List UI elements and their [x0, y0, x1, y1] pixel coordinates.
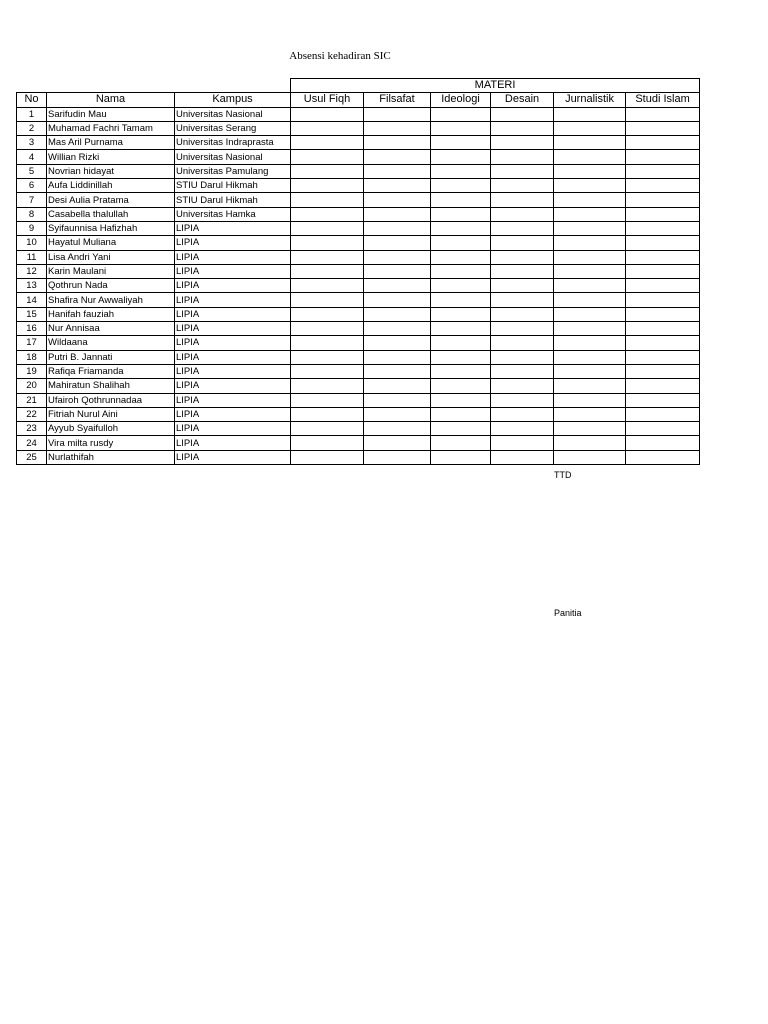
row-kampus: LIPIA	[175, 250, 291, 264]
attendance-cell[interactable]	[291, 221, 364, 235]
row-kampus: LIPIA	[175, 450, 291, 464]
attendance-cell[interactable]	[431, 150, 491, 164]
row-kampus: Universitas Hamka	[175, 207, 291, 221]
attendance-cell[interactable]	[554, 407, 626, 421]
row-kampus: LIPIA	[175, 293, 291, 307]
table-row	[17, 436, 700, 450]
row-kampus: LIPIA	[175, 364, 291, 378]
attendance-cell[interactable]	[554, 107, 626, 121]
attendance-rows	[17, 107, 700, 464]
attendance-cell[interactable]	[626, 164, 700, 178]
attendance-cell[interactable]	[364, 164, 431, 178]
attendance-cell[interactable]	[554, 207, 626, 221]
attendance-cell[interactable]	[291, 136, 364, 150]
column-header-nama: Nama	[47, 93, 175, 107]
attendance-cell[interactable]	[491, 379, 554, 393]
table-row	[17, 422, 700, 436]
row-nama: Aufa Liddinillah	[47, 179, 175, 193]
attendance-cell[interactable]	[626, 450, 700, 464]
attendance-cell[interactable]	[291, 322, 364, 336]
row-number: 18	[17, 350, 47, 364]
attendance-cell[interactable]	[626, 179, 700, 193]
attendance-cell[interactable]	[626, 207, 700, 221]
attendance-cell[interactable]	[626, 250, 700, 264]
attendance-cell[interactable]	[431, 450, 491, 464]
table-row	[17, 322, 700, 336]
attendance-cell[interactable]	[364, 393, 431, 407]
row-number: 6	[17, 179, 47, 193]
attendance-cell[interactable]	[554, 121, 626, 135]
attendance-cell[interactable]	[554, 322, 626, 336]
table-row	[17, 336, 700, 350]
attendance-cell[interactable]	[431, 250, 491, 264]
row-nama: Willian Rizki	[47, 150, 175, 164]
attendance-cell[interactable]	[431, 136, 491, 150]
attendance-cell[interactable]	[491, 279, 554, 293]
row-nama: Syifaunnisa Hafizhah	[47, 221, 175, 235]
attendance-cell[interactable]	[626, 150, 700, 164]
table-row	[17, 364, 700, 378]
attendance-cell[interactable]	[291, 279, 364, 293]
attendance-cell[interactable]	[491, 393, 554, 407]
attendance-cell[interactable]	[626, 193, 700, 207]
table-row	[17, 221, 700, 235]
attendance-cell[interactable]	[291, 236, 364, 250]
materi-header-row	[17, 79, 700, 93]
attendance-cell[interactable]	[491, 193, 554, 207]
attendance-cell[interactable]	[291, 193, 364, 207]
table-row	[17, 107, 700, 121]
table-row	[17, 150, 700, 164]
attendance-cell[interactable]	[291, 350, 364, 364]
attendance-cell[interactable]	[431, 422, 491, 436]
attendance-cell[interactable]	[626, 136, 700, 150]
attendance-cell[interactable]	[431, 307, 491, 321]
attendance-cell[interactable]	[431, 364, 491, 378]
row-kampus: LIPIA	[175, 322, 291, 336]
row-number: 2	[17, 121, 47, 135]
attendance-cell[interactable]	[491, 293, 554, 307]
attendance-cell[interactable]	[491, 250, 554, 264]
row-nama: Ayyub Syaifulloh	[47, 422, 175, 436]
attendance-cell[interactable]	[291, 364, 364, 378]
attendance-cell[interactable]	[626, 379, 700, 393]
attendance-cell[interactable]	[431, 379, 491, 393]
attendance-cell[interactable]	[554, 364, 626, 378]
column-header-row	[17, 93, 700, 107]
table-row	[17, 121, 700, 135]
attendance-cell[interactable]	[431, 436, 491, 450]
table-row	[17, 136, 700, 150]
row-nama: Casabella thalullah	[47, 207, 175, 221]
table-row	[17, 407, 700, 421]
row-number: 16	[17, 322, 47, 336]
attendance-cell[interactable]	[626, 350, 700, 364]
attendance-cell[interactable]	[491, 264, 554, 278]
attendance-cell[interactable]	[491, 350, 554, 364]
attendance-cell[interactable]	[554, 136, 626, 150]
attendance-cell[interactable]	[554, 293, 626, 307]
attendance-cell[interactable]	[431, 207, 491, 221]
attendance-cell[interactable]	[554, 450, 626, 464]
attendance-cell[interactable]	[364, 221, 431, 235]
attendance-cell[interactable]	[291, 121, 364, 135]
row-kampus: LIPIA	[175, 379, 291, 393]
row-kampus: LIPIA	[175, 279, 291, 293]
blank-header-cell	[17, 79, 291, 93]
attendance-cell[interactable]	[626, 121, 700, 135]
row-number: 25	[17, 450, 47, 464]
attendance-cell[interactable]	[554, 336, 626, 350]
signature-label: TTD	[554, 470, 572, 480]
attendance-cell[interactable]	[554, 307, 626, 321]
row-nama: Lisa Andri Yani	[47, 250, 175, 264]
column-header-jurnalistik: Jurnalistik	[554, 93, 626, 107]
row-kampus: STIU Darul Hikmah	[175, 193, 291, 207]
attendance-cell[interactable]	[491, 136, 554, 150]
attendance-cell[interactable]	[364, 422, 431, 436]
attendance-cell[interactable]	[364, 350, 431, 364]
attendance-cell[interactable]	[626, 264, 700, 278]
attendance-cell[interactable]	[431, 264, 491, 278]
attendance-cell[interactable]	[554, 193, 626, 207]
attendance-cell[interactable]	[364, 136, 431, 150]
row-number: 24	[17, 436, 47, 450]
row-nama: Shafira Nur Awwaliyah	[47, 293, 175, 307]
attendance-cell[interactable]	[554, 279, 626, 293]
table-row	[17, 307, 700, 321]
attendance-cell[interactable]	[364, 207, 431, 221]
column-header-no: No	[17, 93, 47, 107]
column-header-kampus: Kampus	[175, 93, 291, 107]
attendance-cell[interactable]	[431, 393, 491, 407]
row-number: 7	[17, 193, 47, 207]
row-nama: Sarifudin Mau	[47, 107, 175, 121]
table-row	[17, 207, 700, 221]
attendance-cell[interactable]	[626, 436, 700, 450]
attendance-cell[interactable]	[626, 221, 700, 235]
row-kampus: LIPIA	[175, 393, 291, 407]
table-row	[17, 379, 700, 393]
row-kampus: Universitas Serang	[175, 121, 291, 135]
row-kampus: Universitas Pamulang	[175, 164, 291, 178]
row-number: 11	[17, 250, 47, 264]
row-number: 1	[17, 107, 47, 121]
attendance-cell[interactable]	[626, 107, 700, 121]
table-row	[17, 250, 700, 264]
row-number: 12	[17, 264, 47, 278]
row-number: 23	[17, 422, 47, 436]
attendance-cell[interactable]	[364, 150, 431, 164]
attendance-cell[interactable]	[626, 307, 700, 321]
attendance-cell[interactable]	[626, 293, 700, 307]
attendance-cell[interactable]	[291, 422, 364, 436]
row-number: 20	[17, 379, 47, 393]
row-number: 3	[17, 136, 47, 150]
attendance-cell[interactable]	[431, 322, 491, 336]
row-nama: Hayatul Muliana	[47, 236, 175, 250]
attendance-cell[interactable]	[431, 293, 491, 307]
row-nama: Novrian hidayat	[47, 164, 175, 178]
attendance-cell[interactable]	[554, 393, 626, 407]
attendance-cell[interactable]	[364, 121, 431, 135]
attendance-cell[interactable]	[291, 179, 364, 193]
row-nama: Fitriah Nurul Aini	[47, 407, 175, 421]
attendance-cell[interactable]	[626, 364, 700, 378]
row-number: 13	[17, 279, 47, 293]
attendance-cell[interactable]	[491, 364, 554, 378]
attendance-cell[interactable]	[554, 179, 626, 193]
row-nama: Mahiratun Shalihah	[47, 379, 175, 393]
row-kampus: LIPIA	[175, 307, 291, 321]
table-row	[17, 393, 700, 407]
row-kampus: Universitas Indraprasta	[175, 136, 291, 150]
attendance-cell[interactable]	[431, 407, 491, 421]
attendance-cell[interactable]	[431, 336, 491, 350]
row-nama: Karin Maulani	[47, 264, 175, 278]
attendance-cell[interactable]	[364, 436, 431, 450]
attendance-cell[interactable]	[364, 250, 431, 264]
table-row	[17, 179, 700, 193]
attendance-cell[interactable]	[291, 307, 364, 321]
attendance-table	[16, 78, 700, 465]
attendance-cell[interactable]	[491, 221, 554, 235]
attendance-cell[interactable]	[626, 236, 700, 250]
attendance-cell[interactable]	[364, 279, 431, 293]
row-kampus: Universitas Nasional	[175, 150, 291, 164]
attendance-cell[interactable]	[491, 407, 554, 421]
row-nama: Ufairoh Qothrunnadaa	[47, 393, 175, 407]
attendance-cell[interactable]	[491, 236, 554, 250]
row-number: 8	[17, 207, 47, 221]
document-title: Absensi kehadiran SIC	[289, 50, 391, 62]
attendance-cell[interactable]	[554, 350, 626, 364]
materi-group-header: MATERI	[291, 79, 700, 93]
attendance-cell[interactable]	[554, 436, 626, 450]
row-nama: Qothrun Nada	[47, 279, 175, 293]
attendance-cell[interactable]	[291, 107, 364, 121]
attendance-cell[interactable]	[491, 307, 554, 321]
row-nama: Vira milta rusdy	[47, 436, 175, 450]
row-kampus: LIPIA	[175, 336, 291, 350]
column-header-filsafat: Filsafat	[364, 93, 431, 107]
attendance-cell[interactable]	[491, 207, 554, 221]
attendance-cell[interactable]	[491, 322, 554, 336]
attendance-cell[interactable]	[431, 221, 491, 235]
row-number: 14	[17, 293, 47, 307]
attendance-cell[interactable]	[491, 422, 554, 436]
row-nama: Putri B. Jannati	[47, 350, 175, 364]
attendance-cell[interactable]	[291, 450, 364, 464]
row-kampus: STIU Darul Hikmah	[175, 179, 291, 193]
attendance-cell[interactable]	[291, 293, 364, 307]
attendance-cell[interactable]	[291, 436, 364, 450]
row-number: 21	[17, 393, 47, 407]
attendance-cell[interactable]	[431, 236, 491, 250]
attendance-cell[interactable]	[626, 336, 700, 350]
row-kampus: LIPIA	[175, 407, 291, 421]
attendance-cell[interactable]	[364, 293, 431, 307]
attendance-cell[interactable]	[491, 336, 554, 350]
attendance-cell[interactable]	[491, 450, 554, 464]
attendance-cell[interactable]	[626, 322, 700, 336]
column-header-ideologi: Ideologi	[431, 93, 491, 107]
row-nama: Mas Aril Purnama	[47, 136, 175, 150]
row-number: 10	[17, 236, 47, 250]
attendance-cell[interactable]	[626, 422, 700, 436]
table-row	[17, 164, 700, 178]
attendance-cell[interactable]	[364, 193, 431, 207]
attendance-cell[interactable]	[554, 264, 626, 278]
attendance-cell[interactable]	[626, 407, 700, 421]
row-kampus: LIPIA	[175, 264, 291, 278]
row-number: 15	[17, 307, 47, 321]
row-nama: Nurlathifah	[47, 450, 175, 464]
row-nama: Desi Aulia Pratama	[47, 193, 175, 207]
attendance-cell[interactable]	[431, 193, 491, 207]
attendance-cell[interactable]	[291, 379, 364, 393]
attendance-cell[interactable]	[364, 236, 431, 250]
attendance-cell[interactable]	[291, 207, 364, 221]
attendance-cell[interactable]	[431, 164, 491, 178]
attendance-cell[interactable]	[291, 250, 364, 264]
attendance-cell[interactable]	[554, 422, 626, 436]
row-nama: Muhamad Fachri Tamam	[47, 121, 175, 135]
row-kampus: LIPIA	[175, 236, 291, 250]
attendance-cell[interactable]	[431, 107, 491, 121]
row-number: 4	[17, 150, 47, 164]
attendance-cell[interactable]	[364, 379, 431, 393]
row-nama: Rafiqa Friamanda	[47, 364, 175, 378]
attendance-cell[interactable]	[364, 336, 431, 350]
attendance-cell[interactable]	[431, 279, 491, 293]
attendance-cell[interactable]	[554, 150, 626, 164]
table-row	[17, 350, 700, 364]
column-header-studi-islam: Studi Islam	[626, 93, 700, 107]
attendance-cell[interactable]	[291, 264, 364, 278]
table-row	[17, 293, 700, 307]
row-kampus: LIPIA	[175, 436, 291, 450]
attendance-cell[interactable]	[364, 107, 431, 121]
row-kampus: Universitas Nasional	[175, 107, 291, 121]
attendance-cell[interactable]	[554, 379, 626, 393]
attendance-cell[interactable]	[491, 179, 554, 193]
attendance-cell[interactable]	[431, 179, 491, 193]
table-row	[17, 236, 700, 250]
attendance-cell[interactable]	[554, 221, 626, 235]
table-row	[17, 193, 700, 207]
attendance-cell[interactable]	[291, 336, 364, 350]
row-nama: Nur Annisaa	[47, 322, 175, 336]
row-kampus: LIPIA	[175, 221, 291, 235]
column-header-desain: Desain	[491, 93, 554, 107]
table-row	[17, 279, 700, 293]
attendance-cell[interactable]	[364, 322, 431, 336]
attendance-cell[interactable]	[626, 393, 700, 407]
attendance-cell[interactable]	[291, 150, 364, 164]
attendance-cell[interactable]	[364, 264, 431, 278]
row-number: 17	[17, 336, 47, 350]
row-kampus: LIPIA	[175, 350, 291, 364]
attendance-cell[interactable]	[491, 150, 554, 164]
attendance-cell[interactable]	[554, 236, 626, 250]
row-number: 5	[17, 164, 47, 178]
attendance-cell[interactable]	[626, 279, 700, 293]
attendance-cell[interactable]	[364, 450, 431, 464]
attendance-cell[interactable]	[554, 164, 626, 178]
attendance-cell[interactable]	[431, 350, 491, 364]
attendance-cell[interactable]	[491, 436, 554, 450]
row-number: 9	[17, 221, 47, 235]
attendance-cell[interactable]	[364, 179, 431, 193]
row-number: 22	[17, 407, 47, 421]
table-row	[17, 450, 700, 464]
attendance-cell[interactable]	[364, 307, 431, 321]
row-nama: Wildaana	[47, 336, 175, 350]
table-row	[17, 264, 700, 278]
attendance-cell[interactable]	[291, 164, 364, 178]
column-header-usul-fiqh: Usul Fiqh	[291, 93, 364, 107]
row-nama: Hanifah fauziah	[47, 307, 175, 321]
attendance-cell[interactable]	[364, 407, 431, 421]
attendance-cell[interactable]	[554, 250, 626, 264]
attendance-cell[interactable]	[431, 121, 491, 135]
attendance-cell[interactable]	[291, 407, 364, 421]
row-kampus: LIPIA	[175, 422, 291, 436]
attendance-cell[interactable]	[364, 364, 431, 378]
row-number: 19	[17, 364, 47, 378]
attendance-cell[interactable]	[491, 107, 554, 121]
attendance-cell[interactable]	[491, 164, 554, 178]
attendance-cell[interactable]	[491, 121, 554, 135]
signer-label: Panitia	[554, 608, 582, 618]
attendance-cell[interactable]	[291, 393, 364, 407]
